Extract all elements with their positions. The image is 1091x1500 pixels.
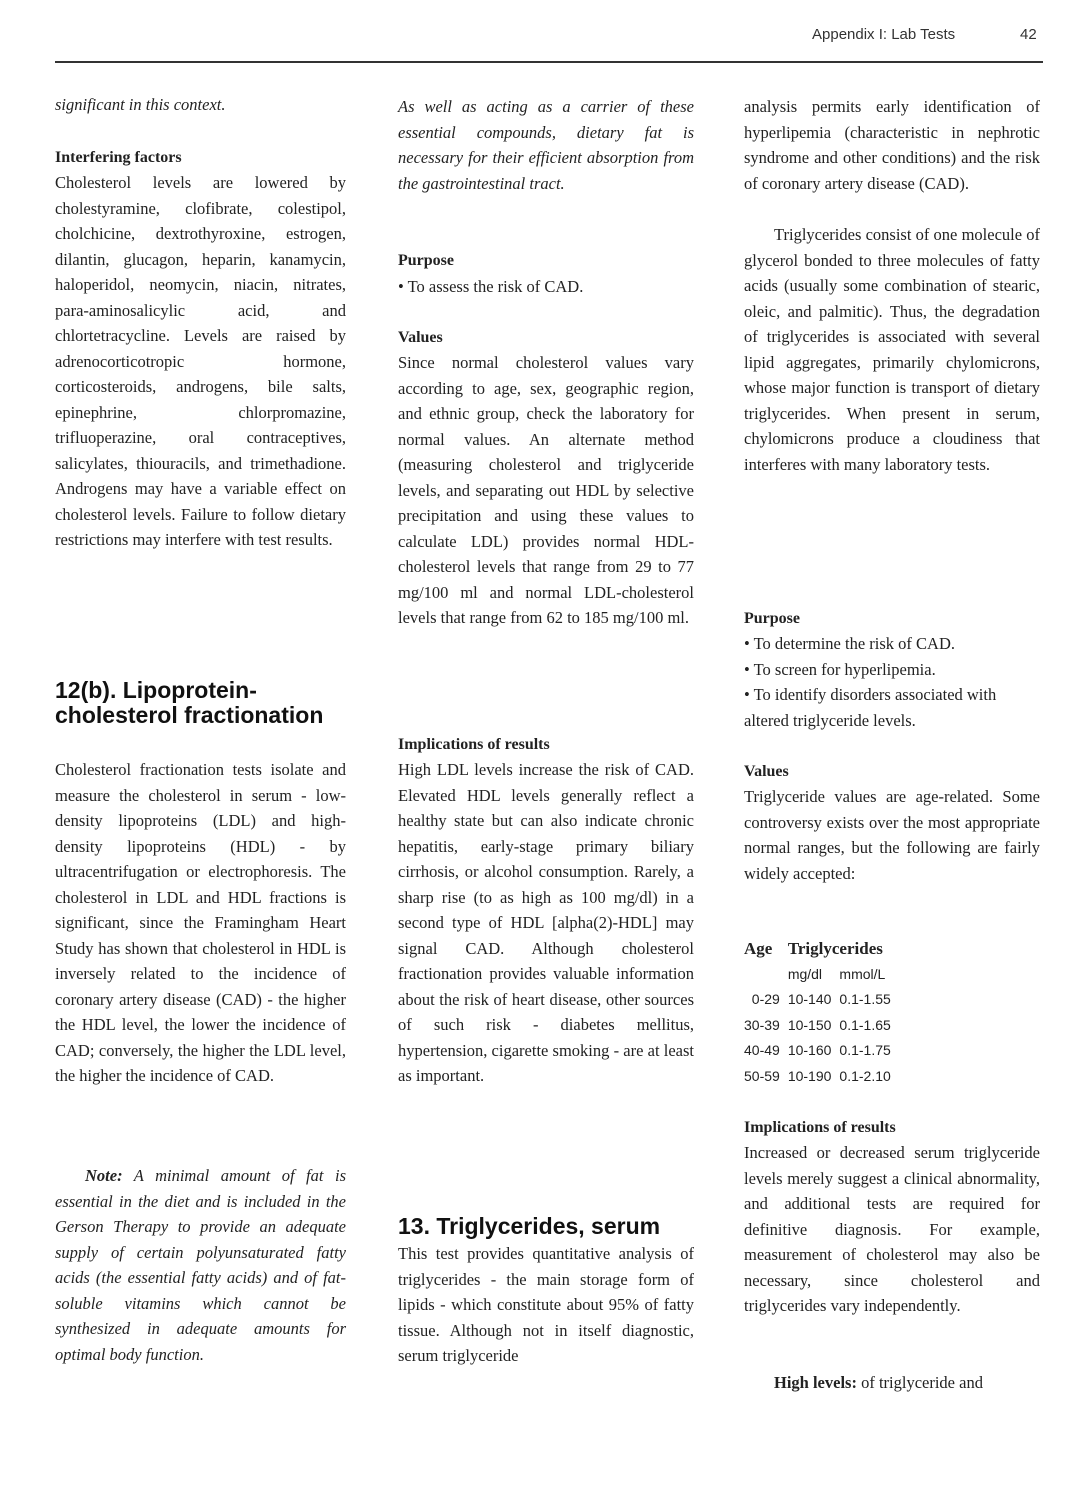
- triglyceride-table: [744, 936, 899, 1089]
- interfering-text: Cholesterol levels are lowered by cholestyramine, clofibrate, colestipol, cholchicine, dextrothyroxine, estrogen, dilantin, glucagon, heparin, kanamycin, haloperidol, neomycin, niacin, nitrates, para-aminosalicylic acid, and chlortetracycline. Levels are raised by adrenocorticotropic hormone, corticosteroids, androgens, bile salts, epinephrine, chlorpromazine, trifluoperazine, oral contraceptives, salicylates, thiouracils, and trimethadione. Androgens may have a variable effect on cholesterol levels. Failure to follow dietary restrictions may interfere with test results.: [55, 173, 346, 549]
- high-levels-label: High levels:: [774, 1373, 857, 1392]
- mgdl-cell: 10-140: [787, 991, 832, 1008]
- table-header-age: Age: [744, 938, 773, 958]
- implications-heading: Implications of results: [398, 736, 550, 753]
- values-heading: Values: [398, 329, 443, 346]
- page-number: 42: [1020, 26, 1037, 43]
- section-13-text: This test provides quantitative analysis of triglycerides - the main storage form of lipids - which constitute about 95% of fatty tissue. Although not in itself diagnostic, serum triglyceride: [398, 1244, 694, 1365]
- mmol-cell: 0.1-1.55: [839, 991, 891, 1008]
- note-label: Note:: [85, 1166, 123, 1185]
- note-text: A minimal amount of fat is essential in the diet and is included in the Gerson Therapy to provide an adequate supply of certain polyunsaturated fatty acids (the essential fatty acids) and of fat-soluble vitamins which cannot be synthesized in adequate amounts for optimal body function.: [55, 1166, 346, 1364]
- purpose-item: • To screen for hyperlipemia.: [744, 659, 936, 679]
- values-text: Since normal cholesterol values vary according to age, sex, geographic region, and ethnic group, check the laboratory for normal values. An alternate method (measuring cholesterol and triglyceride levels, and separating out HDL by selective precipitation and using these values to calculate LDL) provides normal HDL-cholesterol levels that range from 29 to 77 mg/100 ml and normal LDL-cholesterol levels that range from 62 to 185 mg/100 ml.: [398, 353, 694, 627]
- mgdl-cell: 10-160: [787, 1042, 832, 1059]
- triglycerides-paragraph: Triglycerides consist of one molecule of glycerol bonded to three molecules of fatty acids (usually some combination of stearic, oleic, and palmitic). Thus, the degradation of triglycerides is associated with several lipid aggregates, primarily chylomicrons, whose major function is transport of dietary triglycerides. When present in serum, chylomicrons produce a cloudiness that interferes with many laboratory tests.: [744, 225, 1040, 474]
- continued-text: significant in this context.: [55, 95, 226, 114]
- age-cell: 50-59: [744, 1067, 780, 1084]
- table-row: [744, 1038, 899, 1064]
- purpose-heading: Purpose: [398, 252, 454, 269]
- purpose-heading: Purpose: [744, 610, 800, 627]
- note-paragraph: [55, 1163, 346, 1367]
- table-header-triglycerides: Triglycerides: [787, 938, 883, 958]
- continued-text: analysis permits early identification of hyperlipemia (characteristic in nephrotic syndrome and other conditions) and the risk of coronary artery disease (CAD).: [744, 97, 1040, 193]
- high-levels-text: of triglyceride and: [861, 1373, 983, 1392]
- section-12b-text: Cholesterol fractionation tests isolate and measure the cholesterol in serum - low-density lipoproteins (LDL) and high-density lipoproteins (HDL) - by ultracentrifugation or electrophoresis. The cholesterol in LDL and HDL fractions is significant, since the Framingham Heart Study has shown that cholesterol in HDL is inversely related to the incidence of coronary artery disease (CAD) - the higher the HDL level, the lower the incidence of CAD; conversely, the higher the LDL level, the higher the incidence of CAD.: [55, 760, 346, 1085]
- header-rule: [55, 61, 1043, 63]
- section-title-12b: 12(b). Lipoprotein-cholesterol fractionation: [55, 677, 324, 728]
- age-cell: 30-39: [744, 1016, 780, 1033]
- unit-mgdl: mg/dl: [787, 965, 823, 982]
- table-row: [744, 1012, 899, 1038]
- unit-mmol: mmol/L: [839, 965, 886, 982]
- age-cell: 0-29: [751, 991, 780, 1008]
- section-title-13: 13. Triglycerides, serum: [398, 1213, 661, 1239]
- table-row: [744, 1063, 899, 1089]
- age-cell: 40-49: [744, 1042, 780, 1059]
- table-row: [744, 987, 899, 1013]
- mmol-cell: 0.1-1.75: [839, 1042, 891, 1059]
- values-text: Triglyceride values are age-related. Some controversy exists over the most appropriate normal ranges, but the following are fairly widely accepted:: [744, 787, 1040, 883]
- mgdl-cell: 10-150: [787, 1016, 832, 1033]
- purpose-item: • To assess the risk of CAD.: [398, 277, 584, 296]
- implications-text: High LDL levels increase the risk of CAD. Elevated HDL levels generally reflect a healthy state but can also indicate chronic hepatitis, early-stage primary biliary cirrhosis, or alcohol consumption. Rarely, a sharp rise (to as high as 100 mg/dl) in a second type of HDL [alpha(2)-HDL] may signal CAD. Although cholesterol fractionation provides valuable information about the risk of heart disease, other sources of such risk - diabetes mellitus, hypertension, cigarette smoking - are at least as important.: [398, 760, 694, 1085]
- purpose-list: [744, 631, 1040, 733]
- mgdl-cell: 10-190: [787, 1067, 832, 1084]
- interfering-heading: Interfering factors: [55, 149, 182, 166]
- high-levels-paragraph: [744, 1370, 1040, 1396]
- continued-italic-text: As well as acting as a carrier of these essential compounds, dietary fat is necessary for their efficient absorption from the gastrointestinal tract.: [398, 97, 694, 193]
- implications-heading: Implications of results: [744, 1119, 896, 1136]
- purpose-item: • To identify disorders associated with altered triglyceride levels.: [744, 685, 997, 730]
- implications-text: Increased or decreased serum triglyceride levels merely suggest a clinical abnormality, and additional tests are required for definitive diagnosis. For example, measurement of cholesterol may also be necessary, since cholesterol and triglycerides vary independently.: [744, 1143, 1040, 1315]
- mmol-cell: 0.1-2.10: [839, 1067, 891, 1084]
- purpose-item: • To determine the risk of CAD.: [744, 634, 955, 653]
- mmol-cell: 0.1-1.65: [839, 1016, 891, 1033]
- running-title: Appendix I: Lab Tests: [812, 26, 956, 43]
- values-heading: Values: [744, 763, 789, 780]
